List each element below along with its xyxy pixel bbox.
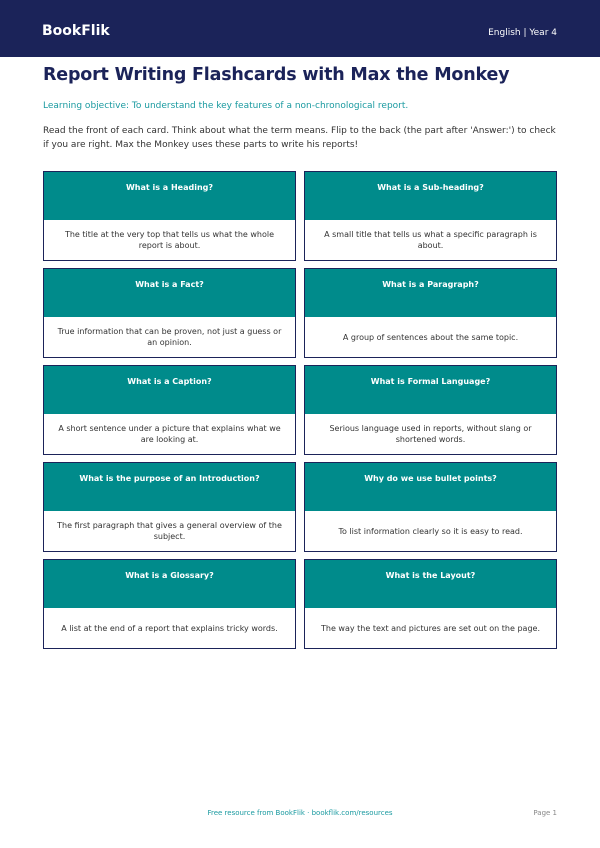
flashcard-back: The first paragraph that gives a general overview of the subject. (57, 521, 282, 541)
flashcard-back: Serious language used in reports, without slang or shortened words. (329, 424, 532, 444)
footer-credit[interactable]: Free resource from BookFlik · bookflik.com/resources (207, 809, 393, 817)
flashcard-front: What is the Layout? (305, 560, 556, 608)
flashcard-front: What is a Caption? (44, 366, 295, 414)
flashcard[interactable] (304, 365, 557, 455)
flashcard-back: A list at the end of a report that explains tricky words. (61, 623, 278, 633)
flashcard-grid (43, 171, 557, 649)
flashcard[interactable] (43, 559, 296, 649)
flashcard-back: A group of sentences about the same topic. (342, 332, 519, 342)
flashcard-front: What is a Heading? (44, 172, 295, 220)
flashcard[interactable] (43, 365, 296, 455)
flashcard-back: To list information clearly so it is easy to read. (338, 526, 523, 536)
flashcard-front: What is the purpose of an Introduction? (44, 463, 295, 511)
page-title: Report Writing Flashcards with Max the Monkey (43, 65, 510, 85)
header-bar (0, 0, 600, 57)
flashcard-front: What is a Paragraph? (305, 269, 556, 317)
flashcard[interactable] (304, 171, 557, 261)
flashcard-front: What is a Glossary? (44, 560, 295, 608)
flashcard[interactable] (304, 268, 557, 358)
flashcard-front: What is Formal Language? (305, 366, 556, 414)
flashcard-back: The way the text and pictures are set out on the page. (321, 623, 540, 633)
flashcard-back: The title at the very top that tells us what the whole report is about. (64, 230, 275, 250)
flashcard[interactable] (43, 268, 296, 358)
flashcard-back: True information that can be proven, not just a guess or an opinion. (57, 327, 282, 347)
flashcard[interactable] (304, 559, 557, 649)
instructions: Read the front of each card. Think about what the term means. Flip to the back (the part after 'Answer:') to check if you are right. Max the Monkey uses these parts to write his reports! (43, 126, 556, 150)
flashcard[interactable] (304, 462, 557, 552)
flashcard[interactable] (43, 171, 296, 261)
flashcard-back: A small title that tells us what a specific paragraph is about. (324, 230, 537, 250)
page-number: Page 1 (533, 809, 557, 817)
flashcard-front: What is a Sub-heading? (305, 172, 556, 220)
flashcard-back: A short sentence under a picture that explains what we are looking at. (58, 424, 281, 444)
flashcard[interactable] (43, 462, 296, 552)
subject-year-label: English | Year 4 (488, 28, 557, 38)
learning-objective: Learning objective: To understand the key features of a non-chronological report. (43, 101, 409, 111)
flashcard-front: What is a Fact? (44, 269, 295, 317)
flashcard-front: Why do we use bullet points? (305, 463, 556, 511)
brand-logo[interactable]: BookFlik (42, 23, 110, 39)
